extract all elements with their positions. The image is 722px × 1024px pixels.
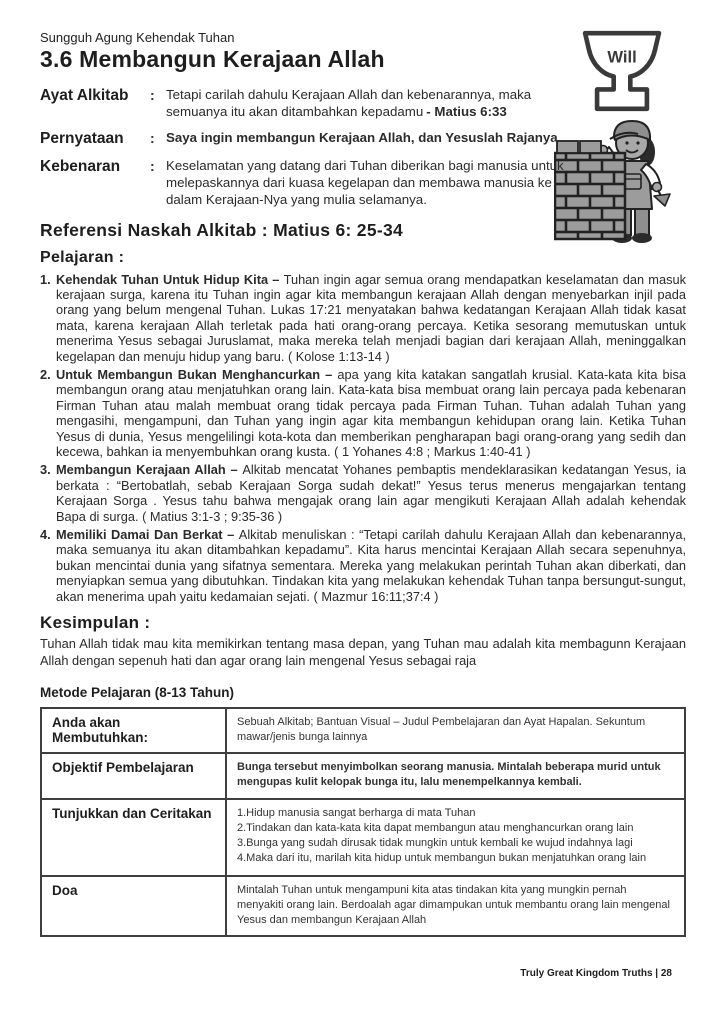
lesson-item xyxy=(40,272,686,364)
row-content: Bunga tersebut menyimbolkan seorang manusia. Mintalah beberapa murid untuk mengupas kulit kelopak bunga itu, lalu menempelkannya kembali. xyxy=(226,753,685,799)
lesson-text xyxy=(56,367,686,459)
info-label-pernyataan: Pernyataan xyxy=(40,129,124,147)
conclusion-heading: Kesimpulan : xyxy=(40,613,151,633)
lesson-text xyxy=(56,527,686,604)
lesson-item xyxy=(40,367,686,459)
info-value-ayat-alkitab xyxy=(166,86,570,121)
row-label: Objektif Pembelajaran xyxy=(41,753,226,799)
lesson-body: Alkitab menuliskan : “Tetapi carilah dahulu Kerajaan Allah dan kebenarannya, maka semuanya itu akan ditambahkan kepadamu”. Kita harus mencintai Kerajaan Allah secara sepenuhnya, bukan mencintai dunia yang sifatnya sementara. Mereka yang melakukan perintah Tuhan akan diberkati, dan menyiapkan semua yang dibutuhkan. Tindakan kita yang melakukan kehendak Tuhan tanpa bersungut-sungut, akan menerima upah yaitu kedamaian sejati. ( Mazmur 16:11;37:4 ) xyxy=(56,527,686,604)
lesson-body: Tuhan ingin agar semua orang mendapatkan keselamatan dan masuk kerajaan surga, karena itu Tuhan ingin agar kita membangun kerajaan Allah dengan menyebarkan injil pada orang yang belum mengenal Tuhan. Lukas 17:21 menyatakan bahwa kedatangan Kerajaan Allah tidak kasat mata, karena kerajaan Allah terletak pada hati orang-orang percaya. Ketika sesorang memutuskan untuk menerima Yesus sebagai Juruslamat, maka mereka telah menjadi bagian dari kerajaan Allah, meninggalkan kegelapan dan menuju hidup yang baru. ( Kolose 1:13-14 ) xyxy=(56,271,686,364)
info-value-kebenaran: Keselamatan yang datang dari Tuhan diberikan bagi manusia untuk melepaskannya dari kuasa kegelapan dan membawa manusia ke dalam Kerajaan-Nya yang mulia selamanya. xyxy=(166,157,564,208)
verse-text: Tetapi carilah dahulu Kerajaan Allah dan kebenarannya, maka semuanya itu akan ditambahkan kepadamu xyxy=(166,87,532,120)
lesson-title: Kehendak Tuhan Untuk Hidup Kita – xyxy=(56,271,284,287)
page-title: 3.6 Membangun Kerajaan Allah xyxy=(40,46,385,72)
colon: : xyxy=(150,129,155,146)
row-label: Tunjukkan dan Ceritakan xyxy=(41,799,226,876)
info-label-ayat-alkitab: Ayat Alkitab xyxy=(40,87,129,104)
lesson-title: Memiliki Damai Dan Berkat – xyxy=(56,527,239,543)
colon: : xyxy=(150,157,155,174)
page-footer: Truly Great Kingdom Truths | 28 xyxy=(520,968,672,979)
info-block xyxy=(40,86,686,209)
list-line: 2.Tindakan dan kata-kata kita dapat membangun atau menghancurkan orang lain xyxy=(237,821,634,834)
reference-heading: Referensi Naskah Alkitab : Matius 6: 25-34 xyxy=(40,219,404,240)
row-content: Sebuah Alkitab; Bantuan Visual – Judul Pembelajaran dan Ayat Hapalan. Sekuntum mawar/jenis bunga lainnya xyxy=(226,708,685,753)
row-content: Mintalah Tuhan untuk mengampuni kita atas tindakan kita yang mungkin pernah menyakiti orang lain. Berdoalah agar dimampukan untuk membantu orang lain mengenal Yesus dan membangun Kerajaan Allah xyxy=(226,876,685,936)
table-row xyxy=(41,708,685,753)
method-table xyxy=(40,707,686,937)
lesson-title: Untuk Membangun Bukan Menghancurkan – xyxy=(56,366,338,382)
lesson-text xyxy=(56,272,686,364)
list-line: 4.Maka dari itu, marilah kita hidup untuk membangun bukan menjatuhkan orang lain xyxy=(237,851,647,864)
method-heading: Metode Pelajaran (8-13 Tahun) xyxy=(40,684,235,700)
lesson-body: apa yang kita katakan sangatlah krusial. Kata-kata kita bisa membangun orang atau menjatuhkan orang lain. Kata-kata bisa membuat orang lain percaya pada kebenaran Firman Tuhan atau malah membuat orang tidak percaya pada Firman Tuhan. Tuhan adalah Tuhan yang mengasihi, mengampuni, dan Tuhan yang ingin agar kita membangun kehidupan orang lain. Ketika Tuhan Yesus di dunia, Yesus mengelilingi kota-kota dan memberikan pengharapan bagi orang-orang yang sedih dan kecewa, bahkan ia menyembuhkan orang kusta. ( 1 Yohanes 4:8 ; Markus 1:40-41 ) xyxy=(56,366,686,460)
lesson-number: 3. xyxy=(40,462,51,478)
lesson-item xyxy=(40,527,686,604)
page-content xyxy=(40,30,686,937)
info-value-pernyataan: Saya ingin membangun Kerajaan Allah, dan Yesuslah Rajanya xyxy=(166,129,558,145)
trophy-label: Will xyxy=(607,47,637,67)
lessons-heading: Pelajaran : xyxy=(40,248,125,266)
lesson-number: 4. xyxy=(40,527,51,543)
table-row xyxy=(41,753,685,799)
series-kicker: Sungguh Agung Kehendak Tuhan xyxy=(40,30,235,45)
verse-reference: - Matius 6:33 xyxy=(426,104,507,120)
colon: : xyxy=(150,87,155,103)
lessons-list xyxy=(40,272,686,605)
lesson-title: Membangun Kerajaan Allah – xyxy=(56,462,243,478)
info-label-kebenaran: Kebenaran xyxy=(40,157,121,175)
lesson-body: Alkitab mencatat Yohanes pembaptis mendeklarasikan kedatangan Yesus, ia berkata : “Bertobatlah, sebab Kerajaan Sorga sudah dekat!” Yesus terus menerus mengajarkan tentang Kerajaan Sorga . Yesus tahu bahwa mengajak orang lain agar mengikuti Kerajaan Allah adalah kehendak Bapa di surga. ( Matius 3:1-3 ; 9:35-36 ) xyxy=(56,462,686,524)
list-line: 3.Bunga yang sudah dirusak tidak mungkin untuk kembali ke wujud indahnya lagi xyxy=(237,836,633,849)
lesson-item xyxy=(40,462,686,524)
table-row xyxy=(41,876,685,936)
row-label: Doa xyxy=(41,876,226,936)
table-row xyxy=(41,799,685,876)
row-content xyxy=(226,799,685,876)
row-label: Anda akan Membutuhkan: xyxy=(41,708,226,753)
conclusion-text: Tuhan Allah tidak mau kita memikirkan tentang masa depan, yang Tuhan mau adalah kita membagunn Kerajaan Allah dengan sepenuh hati dan agar orang lain mengenal Yesus sebagai raja xyxy=(40,636,686,668)
lesson-number: 1. xyxy=(40,271,51,287)
lesson-number: 2. xyxy=(40,366,51,382)
list-line: 1.Hidup manusia sangat berharga di mata Tuhan xyxy=(237,806,476,819)
lesson-text xyxy=(56,462,686,524)
